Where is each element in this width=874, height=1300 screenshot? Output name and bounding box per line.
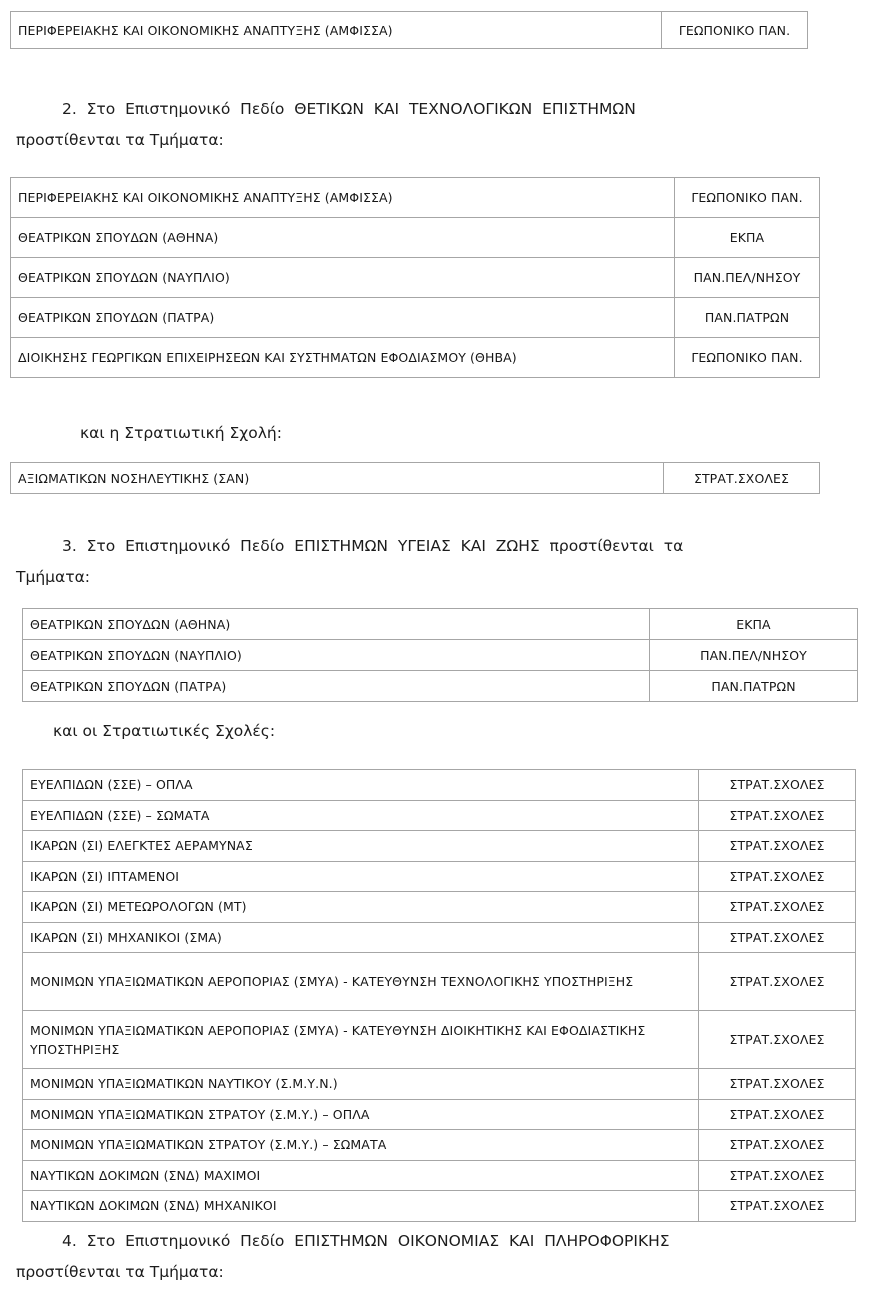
table-body	[23, 609, 858, 702]
paragraph-section-3	[16, 531, 812, 593]
paragraph-section-2-line-1: 2. Στο Επιστημονικό Πεδίο ΘΕΤΙΚΩΝ ΚΑΙ ΤΕΧΝΟΛΟΓΙΚΩΝ ΕΠΙΣΤΗΜΩΝ	[62, 100, 636, 118]
table-row	[23, 1099, 856, 1130]
table-row	[23, 922, 856, 953]
table-row	[23, 892, 856, 923]
lead-military-school-singular: και η Στρατιωτική Σχολή:	[80, 424, 282, 442]
table-row	[23, 671, 858, 702]
table-cell-department: ΙΚΑΡΩΝ (ΣΙ) ΕΛΕΓΚΤΕΣ ΑΕΡΑΜΥΝΑΣ	[23, 831, 699, 862]
paragraph-section-2	[16, 94, 812, 156]
table-section3-departments	[22, 608, 858, 702]
table-cell-department: ΜΟΝΙΜΩΝ ΥΠΑΞΙΩΜΑΤΙΚΩΝ ΑΕΡΟΠΟΡΙΑΣ (ΣΜΥΑ) - ΚΑΤΕΥΘΥΝΣΗ ΤΕΧΝΟΛΟΓΙΚΗΣ ΥΠΟΣΤΗΡΙΞΗΣ	[23, 953, 699, 1011]
table-row	[23, 800, 856, 831]
table-cell-department: ΜΟΝΙΜΩΝ ΥΠΑΞΙΩΜΑΤΙΚΩΝ ΑΕΡΟΠΟΡΙΑΣ (ΣΜΥΑ) - ΚΑΤΕΥΘΥΝΣΗ ΔΙΟΙΚΗΤΙΚΗΣ ΚΑΙ ΕΦΟΔΙΑΣΤΙΚΗΣ ΥΠΟΣΤΗΡΙΞΗΣ	[23, 1011, 699, 1069]
table-cell-institution: ΓΕΩΠΟΝΙΚΟ ΠΑΝ.	[675, 178, 820, 218]
table-row	[11, 12, 808, 49]
table-cell-institution: ΓΕΩΠΟΝΙΚΟ ΠΑΝ.	[662, 12, 808, 49]
table-body	[23, 770, 856, 1222]
table-row	[23, 1130, 856, 1161]
table-section2-military	[10, 462, 820, 494]
table-cell-institution: ΣΤΡΑΤ.ΣΧΟΛΕΣ	[699, 1191, 856, 1222]
table-cell-department: ΙΚΑΡΩΝ (ΣΙ) ΜΕΤΕΩΡΟΛΟΓΩΝ (ΜΤ)	[23, 892, 699, 923]
paragraph-section-4	[16, 1226, 812, 1288]
table-cell-department: ΘΕΑΤΡΙΚΩΝ ΣΠΟΥΔΩΝ (ΑΘΗΝΑ)	[23, 609, 650, 640]
table-cell-department: ΘΕΑΤΡΙΚΩΝ ΣΠΟΥΔΩΝ (ΝΑΥΠΛΙΟ)	[11, 258, 675, 298]
table-cell-institution: ΓΕΩΠΟΝΙΚΟ ΠΑΝ.	[675, 338, 820, 378]
paragraph-section-2-line-2: προστίθενται τα Τμήματα:	[16, 131, 224, 149]
table-body	[11, 178, 820, 378]
paragraph-section-3-line-2: Τμήματα:	[16, 568, 91, 586]
table-cell-institution: ΣΤΡΑΤ.ΣΧΟΛΕΣ	[699, 800, 856, 831]
table-cell-institution: ΣΤΡΑΤ.ΣΧΟΛΕΣ	[699, 922, 856, 953]
table-cell-institution: ΣΤΡΑΤ.ΣΧΟΛΕΣ	[699, 831, 856, 862]
table-cell-department: ΕΥΕΛΠΙΔΩΝ (ΣΣΕ) – ΣΩΜΑΤΑ	[23, 800, 699, 831]
table-cell-department: ΠΕΡΙΦΕΡΕΙΑΚΗΣ ΚΑΙ ΟΙΚΟΝΟΜΙΚΗΣ ΑΝΑΠΤΥΞΗΣ (ΑΜΦΙΣΣΑ)	[11, 178, 675, 218]
table-cell-department: ΜΟΝΙΜΩΝ ΥΠΑΞΙΩΜΑΤΙΚΩΝ ΣΤΡΑΤΟΥ (Σ.Μ.Υ.) – ΣΩΜΑΤΑ	[23, 1130, 699, 1161]
lead-military-schools-plural: και οι Στρατιωτικές Σχολές:	[53, 722, 276, 740]
table-cell-institution: ΠΑΝ.ΠΕΛ/ΝΗΣΟΥ	[675, 258, 820, 298]
table-row	[11, 178, 820, 218]
table-row	[11, 298, 820, 338]
table-row	[23, 831, 856, 862]
table-cell-department: ΘΕΑΤΡΙΚΩΝ ΣΠΟΥΔΩΝ (ΠΑΤΡΑ)	[23, 671, 650, 702]
table-cell-department: ΝΑΥΤΙΚΩΝ ΔΟΚΙΜΩΝ (ΣΝΔ) ΜΑΧΙΜΟΙ	[23, 1160, 699, 1191]
table-cell-department: ΝΑΥΤΙΚΩΝ ΔΟΚΙΜΩΝ (ΣΝΔ) ΜΗΧΑΝΙΚΟΙ	[23, 1191, 699, 1222]
table-section2-departments	[10, 177, 820, 378]
table-cell-institution: ΕΚΠΑ	[675, 218, 820, 258]
table-cell-institution: ΠΑΝ.ΠΑΤΡΩΝ	[650, 671, 858, 702]
table-cell-department: ΙΚΑΡΩΝ (ΣΙ) ΜΗΧΑΝΙΚΟΙ (ΣΜΑ)	[23, 922, 699, 953]
table-cell-institution: ΠΑΝ.ΠΕΛ/ΝΗΣΟΥ	[650, 640, 858, 671]
table-cell-institution: ΣΤΡΑΤ.ΣΧΟΛΕΣ	[699, 770, 856, 801]
table-row	[11, 258, 820, 298]
table-row	[23, 640, 858, 671]
table-row	[23, 609, 858, 640]
table-cell-institution: ΣΤΡΑΤ.ΣΧΟΛΕΣ	[699, 892, 856, 923]
table-top-partial	[10, 11, 808, 49]
table-cell-department: ΑΞΙΩΜΑΤΙΚΩΝ ΝΟΣΗΛΕΥΤΙΚΗΣ (ΣΑΝ)	[11, 463, 664, 494]
table-row	[11, 218, 820, 258]
table-row	[23, 1069, 856, 1100]
paragraph-section-4-line-1: 4. Στο Επιστημονικό Πεδίο ΕΠΙΣΤΗΜΩΝ ΟΙΚΟΝΟΜΙΑΣ ΚΑΙ ΠΛΗΡΟΦΟΡΙΚΗΣ	[62, 1232, 670, 1250]
table-row	[11, 338, 820, 378]
table-body	[11, 12, 808, 49]
table-row	[23, 1191, 856, 1222]
table-row	[23, 953, 856, 1011]
paragraph-section-3-line-1: 3. Στο Επιστημονικό Πεδίο ΕΠΙΣΤΗΜΩΝ ΥΓΕΙΑΣ ΚΑΙ ΖΩΗΣ προστίθενται τα	[62, 537, 684, 555]
table-cell-institution: ΣΤΡΑΤ.ΣΧΟΛΕΣ	[664, 463, 820, 494]
table-row	[23, 1011, 856, 1069]
table-row	[11, 463, 820, 494]
table-cell-department: ΔΙΟΙΚΗΣΗΣ ΓΕΩΡΓΙΚΩΝ ΕΠΙΧΕΙΡΗΣΕΩΝ ΚΑΙ ΣΥΣΤΗΜΑΤΩΝ ΕΦΟΔΙΑΣΜΟΥ (ΘΗΒΑ)	[11, 338, 675, 378]
table-row	[23, 1160, 856, 1191]
table-cell-institution: ΣΤΡΑΤ.ΣΧΟΛΕΣ	[699, 1069, 856, 1100]
table-cell-department: ΜΟΝΙΜΩΝ ΥΠΑΞΙΩΜΑΤΙΚΩΝ ΝΑΥΤΙΚΟΥ (Σ.Μ.Υ.Ν.)	[23, 1069, 699, 1100]
table-cell-institution: ΣΤΡΑΤ.ΣΧΟΛΕΣ	[699, 1130, 856, 1161]
table-section3-military	[22, 769, 856, 1222]
table-cell-institution: ΣΤΡΑΤ.ΣΧΟΛΕΣ	[699, 1099, 856, 1130]
table-cell-department: ΙΚΑΡΩΝ (ΣΙ) ΙΠΤΑΜΕΝΟΙ	[23, 861, 699, 892]
table-cell-department: ΘΕΑΤΡΙΚΩΝ ΣΠΟΥΔΩΝ (ΝΑΥΠΛΙΟ)	[23, 640, 650, 671]
table-cell-department: ΘΕΑΤΡΙΚΩΝ ΣΠΟΥΔΩΝ (ΠΑΤΡΑ)	[11, 298, 675, 338]
table-cell-institution: ΣΤΡΑΤ.ΣΧΟΛΕΣ	[699, 1160, 856, 1191]
table-cell-department: ΕΥΕΛΠΙΔΩΝ (ΣΣΕ) – ΟΠΛΑ	[23, 770, 699, 801]
table-cell-department: ΘΕΑΤΡΙΚΩΝ ΣΠΟΥΔΩΝ (ΑΘΗΝΑ)	[11, 218, 675, 258]
table-row	[23, 861, 856, 892]
table-cell-institution: ΣΤΡΑΤ.ΣΧΟΛΕΣ	[699, 861, 856, 892]
table-row	[23, 770, 856, 801]
table-body	[11, 463, 820, 494]
table-cell-department: ΜΟΝΙΜΩΝ ΥΠΑΞΙΩΜΑΤΙΚΩΝ ΣΤΡΑΤΟΥ (Σ.Μ.Υ.) – ΟΠΛΑ	[23, 1099, 699, 1130]
paragraph-section-4-line-2: προστίθενται τα Τμήματα:	[16, 1263, 224, 1281]
table-cell-institution: ΕΚΠΑ	[650, 609, 858, 640]
table-cell-institution: ΠΑΝ.ΠΑΤΡΩΝ	[675, 298, 820, 338]
table-cell-department: ΠΕΡΙΦΕΡΕΙΑΚΗΣ ΚΑΙ ΟΙΚΟΝΟΜΙΚΗΣ ΑΝΑΠΤΥΞΗΣ (ΑΜΦΙΣΣΑ)	[11, 12, 662, 49]
table-cell-institution: ΣΤΡΑΤ.ΣΧΟΛΕΣ	[699, 953, 856, 1011]
table-cell-institution: ΣΤΡΑΤ.ΣΧΟΛΕΣ	[699, 1011, 856, 1069]
